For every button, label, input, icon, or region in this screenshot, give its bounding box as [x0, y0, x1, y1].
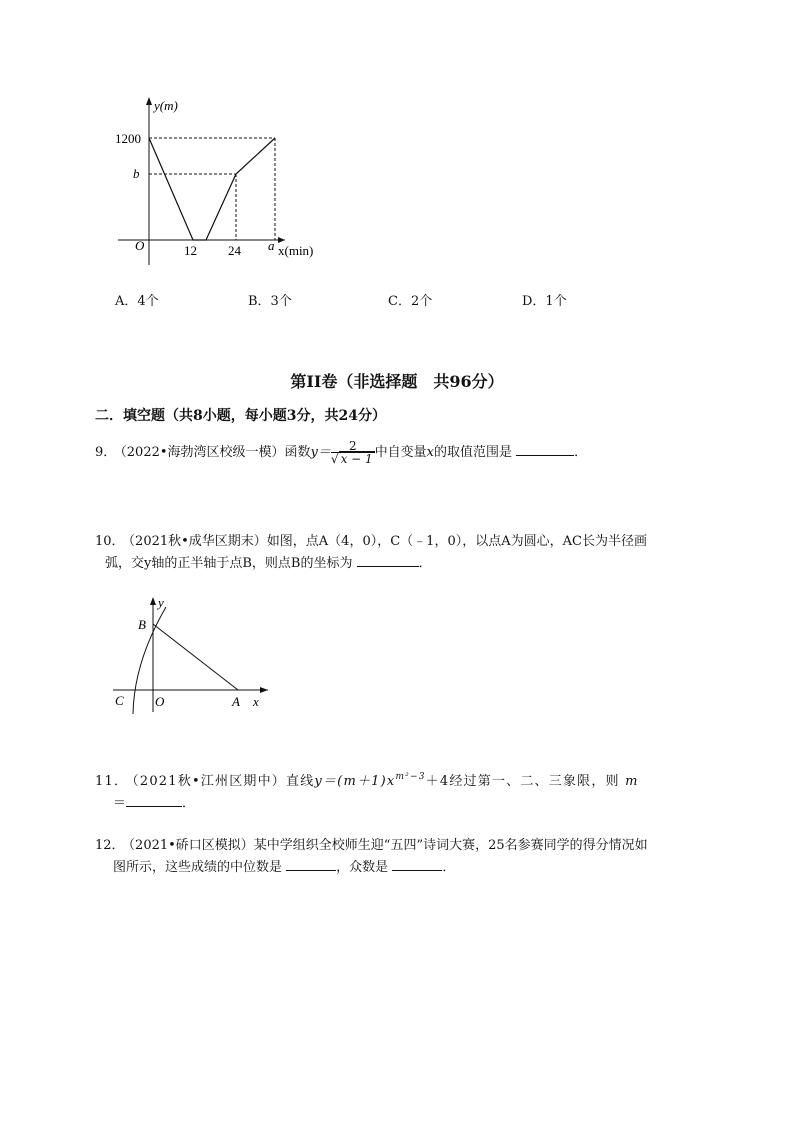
q11-expr-b: ＋4经过第一、二、三象限，则 [425, 774, 620, 789]
y-axis-arrow [150, 597, 156, 605]
q12-line1-text: （2021•硚口区模拟）某中学组织全校师生迎“五四”诗词大赛，25名参赛同学的得分情况如 [128, 838, 648, 853]
option-b[interactable]: B．3个 [248, 294, 292, 309]
label-y: y [158, 595, 164, 610]
x-tick-a: a [268, 238, 275, 253]
y-axis-arrow [146, 97, 152, 105]
q9-end: ． [574, 445, 588, 460]
q12-line2-text: 图所示，这些成绩的中位数是 [113, 860, 283, 875]
y-axis-label: y(m) [154, 98, 178, 113]
q12-line2 [95, 857, 705, 879]
q9-var: x [426, 445, 435, 460]
x-axis-label: x(min) [278, 243, 314, 258]
q11-line2 [95, 793, 700, 815]
label-x: x [253, 694, 259, 709]
question-10 [95, 531, 705, 575]
label-b: B [138, 617, 146, 632]
arc-graph-svg [108, 592, 278, 717]
q9-denominator-wrap: √ x − 1 [330, 452, 373, 466]
option-a[interactable]: A．4个 [115, 294, 159, 309]
x-tick-12: 12 [184, 243, 197, 258]
q11-expr-sup: m²−3 [395, 772, 426, 782]
q9-func-lhs: y＝ [310, 445, 331, 460]
y-tick-b: b [133, 166, 140, 181]
section-header: 二．填空题（共8小题，每小题3分，共24分） [95, 408, 386, 424]
question-number: 10． [95, 534, 125, 549]
q12-line1 [95, 835, 705, 857]
q10-line2 [95, 553, 705, 575]
q10-line1 [95, 531, 705, 553]
segment-ab [153, 624, 238, 690]
origin-label: O [135, 238, 145, 253]
q9-source: （2022•海勃湾区校级一模）函数 [120, 445, 311, 460]
q9-answer-blank[interactable] [516, 443, 574, 456]
option-c[interactable]: C．2个 [388, 294, 433, 309]
question-number: 12． [95, 838, 125, 853]
q9-rest: 中自变量 [374, 445, 427, 460]
q12-median-blank[interactable] [286, 858, 336, 871]
label-c: C [115, 693, 124, 708]
y-tick-1200: 1200 [115, 131, 141, 146]
label-a: A [232, 694, 240, 709]
distance-time-graph [110, 95, 330, 270]
x-tick-24: 24 [228, 243, 241, 258]
q9-numerator: 2 [331, 440, 375, 453]
question-9 [95, 440, 587, 465]
q12-mode-blank[interactable] [392, 858, 442, 871]
option-d[interactable]: D．1个 [522, 294, 567, 309]
graph-line [149, 138, 275, 240]
q11-end: ． [182, 796, 196, 811]
q10-line2-text: 弧，交y轴的正半轴于点B，则点B的坐标为 [105, 556, 353, 571]
q10-line1-text: （2021秋•成华区期末）如图，点A（4，0），C（﹣1，0），以点A为圆心，AC长为半径画 [128, 534, 647, 549]
question-12 [95, 835, 705, 879]
x-axis-arrow [260, 687, 268, 693]
question-number: 9． [95, 445, 117, 460]
q9-fraction [331, 440, 375, 465]
q11-var: m [625, 774, 639, 789]
q11-answer-blank[interactable] [126, 794, 182, 807]
q9-tail: 的取值范围是 [434, 445, 513, 460]
distance-time-graph-svg [110, 95, 330, 270]
question-number: 11． [95, 774, 129, 789]
q12-line2-mid: ，众数是 [336, 860, 389, 875]
arc-graph [108, 592, 278, 717]
label-o: O [155, 694, 165, 709]
q9-denominator: x − 1 [340, 452, 373, 466]
q12-end: ． [442, 860, 456, 875]
q11-line1-text: （2021秋•江州区期中）直线 [132, 774, 315, 789]
q11-line1 [95, 766, 700, 793]
q10-answer-blank[interactable] [357, 554, 419, 567]
question-11 [95, 766, 700, 815]
section-title: 第II卷（非选择题 共96分） [290, 372, 504, 391]
q10-end: ． [418, 556, 432, 571]
q11-expr-a: y＝(m＋1)x [314, 774, 396, 789]
q11-line2-text: ＝ [113, 796, 127, 811]
